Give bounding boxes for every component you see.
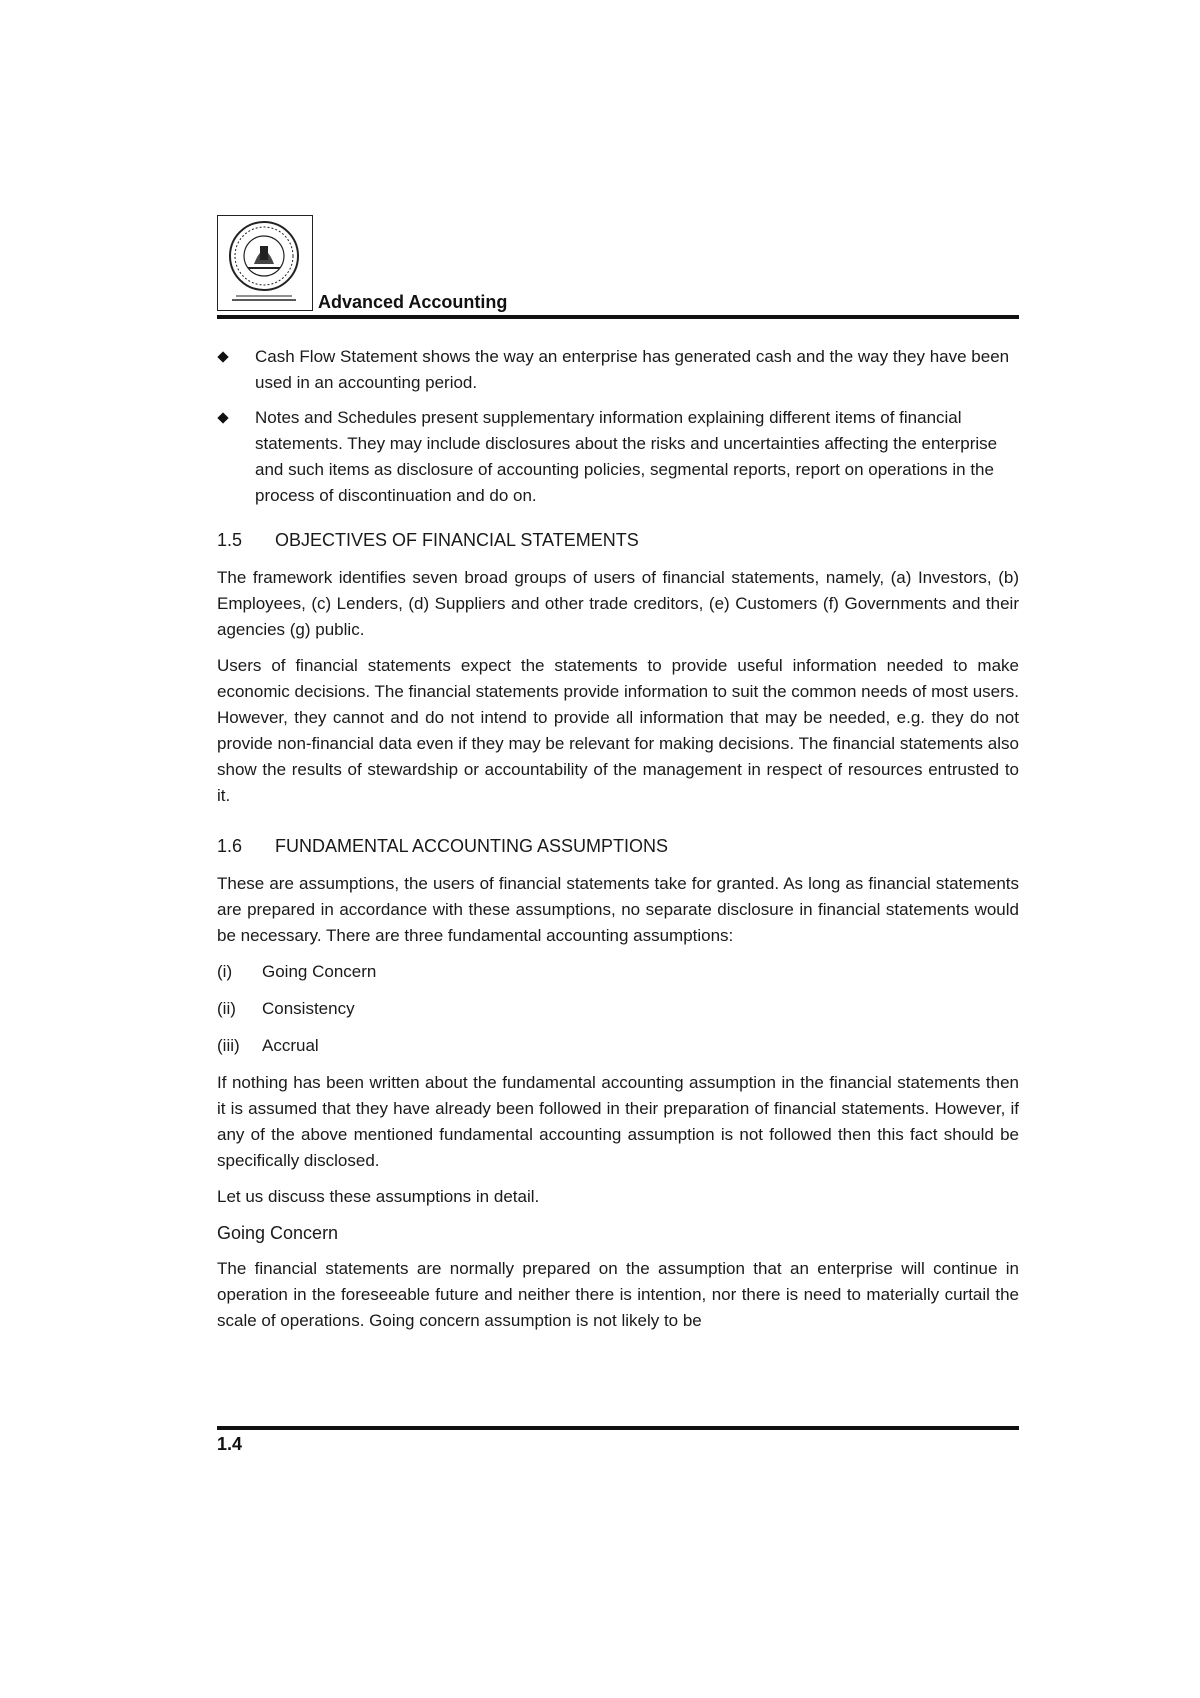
bullet-text: Notes and Schedules present supplementary information explaining different items of financial statements. They may include disclosures about the risks and uncertainties affecting the enterprise and such items as disclosure of accounting policies, segmental reports, report on operations in the process of discontinuation and do on. — [255, 408, 998, 505]
institute-seal-icon — [217, 215, 313, 311]
subheading-going-concern: Going Concern — [217, 1223, 339, 1243]
list-text: Going Concern — [262, 962, 377, 981]
paragraph-assumptions-intro: These are assumptions, the users of financial statements take for granted. As long as financial statements are prepared in accordance with these assumptions, no separate disclosure in financial statements would be necessary. There are three fundamental accounting assumptions: — [217, 874, 1019, 945]
list-label: (iii) — [217, 1036, 240, 1055]
paragraph-disclosure: If nothing has been written about the fundamental accounting assumption in the financial statements then it is assumed that they have already been followed in their preparation of financial statements. However, if any of the above mentioned fundamental accounting assumption is not followed then this fact should be specifically disclosed. — [217, 1073, 1019, 1170]
header-rule — [217, 315, 1019, 319]
list-item-consistency — [217, 996, 1019, 1022]
diamond-bullet-icon — [217, 412, 228, 423]
section-title: FUNDAMENTAL ACCOUNTING ASSUMPTIONS — [275, 836, 669, 856]
page-number: 1.4 — [217, 1434, 243, 1454]
paragraph-going-concern: The financial statements are normally prepared on the assumption that an enterprise will continue in operation in the foreseeable future and neither there is intention, nor there is need to materially curtail the scale of operations. Going concern assumption is not likely to be — [217, 1259, 1019, 1330]
bullet-text: Cash Flow Statement shows the way an enterprise has generated cash and the way they have been used in an accounting period. — [255, 347, 1010, 392]
section-heading-1-5 — [217, 527, 1019, 553]
running-header-title: Advanced Accounting — [318, 292, 508, 312]
section-title: OBJECTIVES OF FINANCIAL STATEMENTS — [275, 530, 639, 550]
diamond-bullet-icon — [217, 351, 228, 362]
list-item-going-concern — [217, 959, 1019, 985]
list-label: (i) — [217, 962, 233, 981]
footer-rule — [217, 1426, 1019, 1430]
section-number: 1.5 — [217, 530, 243, 550]
bullet-cash-flow — [217, 344, 1019, 396]
list-item-accrual — [217, 1033, 1019, 1059]
bullet-notes-schedules — [217, 405, 1019, 509]
paragraph-user-groups: The framework identifies seven broad groups of users of financial statements, namely, (a) Investors, (b) Employees, (c) Lenders, (d) Suppliers and other trade creditors, (e) Customers (f) Governments and their agencies (g) public. — [217, 568, 1019, 639]
list-label: (ii) — [217, 999, 236, 1018]
page-content — [217, 344, 1019, 1344]
list-text: Consistency — [262, 999, 355, 1018]
section-heading-1-6 — [217, 833, 1019, 859]
section-number: 1.6 — [217, 836, 243, 856]
paragraph-discuss: Let us discuss these assumptions in detail. — [217, 1187, 540, 1206]
list-text: Accrual — [262, 1036, 319, 1055]
paragraph-user-expectations: Users of financial statements expect the statements to provide useful information needed to make economic decisions. The financial statements provide information to suit the common needs of most users. However, they cannot and do not intend to provide all information that may be needed, e.g. they do not provide non-financial data even if they may be relevant for making decisions. The financial statements also show the results of stewardship or accountability of the management in respect of resources entrusted to it. — [217, 656, 1019, 805]
